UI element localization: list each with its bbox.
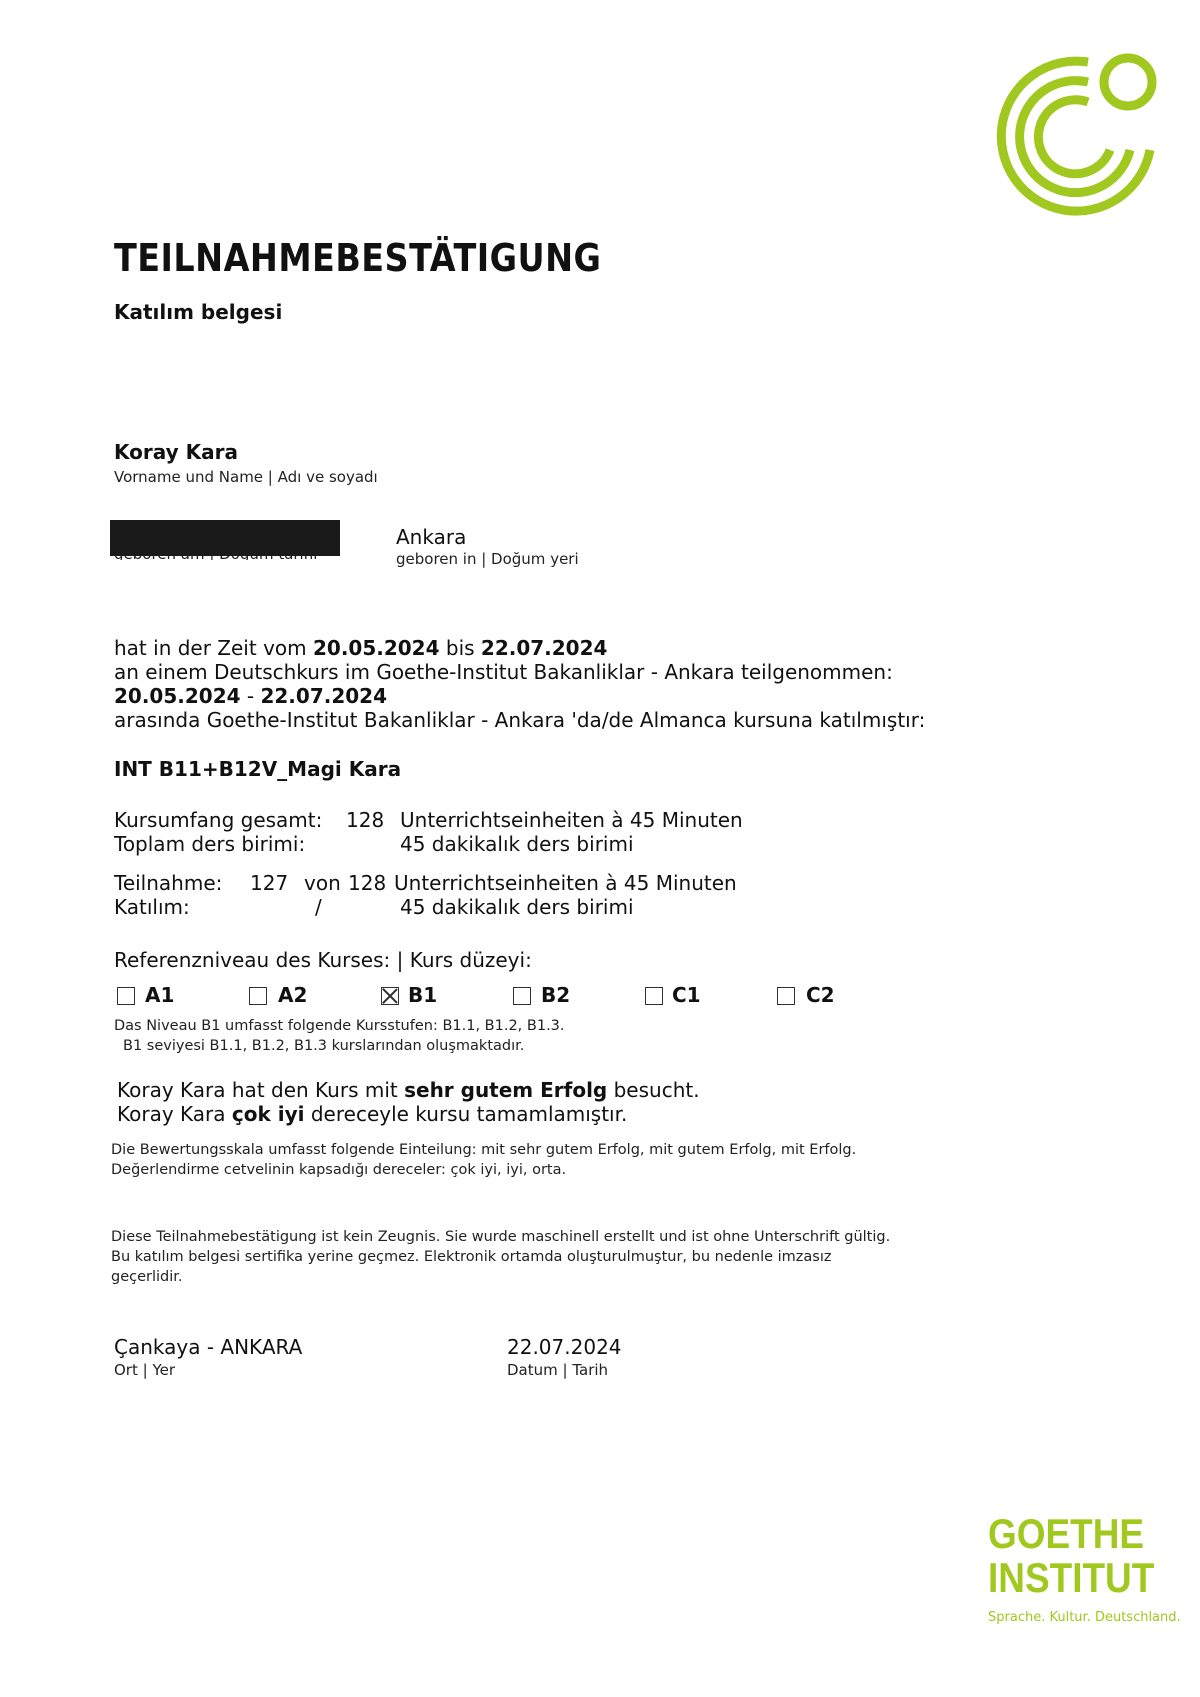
issue-place: Çankaya - ANKARA xyxy=(114,1335,303,1359)
issue-date-label: Datum | Tarih xyxy=(507,1361,609,1379)
attend-von: von xyxy=(304,871,341,895)
checkbox-c2 xyxy=(777,987,795,1005)
attend-label-tr: Katılım: xyxy=(114,895,190,919)
course-name: INT B11+B12V_Magi Kara xyxy=(114,757,402,781)
document-subtitle: Katılım belgesi xyxy=(114,300,283,324)
level-b2-label: B2 xyxy=(541,983,571,1007)
total-unit-de: Unterrichtseinheiten à 45 Minuten xyxy=(400,808,743,832)
attend-unit-tr: 45 dakikalık ders birimi xyxy=(400,895,634,919)
total-label-de: Kursumfang gesamt: xyxy=(114,808,323,832)
result-tr: Koray Kara çok iyi dereceyle kursu tamamlamıştır. xyxy=(117,1102,628,1126)
level-c2-label: C2 xyxy=(806,983,835,1007)
attend-label-de: Teilnahme: xyxy=(114,871,223,895)
birth-place: Ankara xyxy=(396,525,467,549)
level-a2-label: A2 xyxy=(278,983,308,1007)
participant-name: Koray Kara xyxy=(114,440,238,464)
level-label: Referenzniveau des Kurses: | Kurs düzeyi: xyxy=(114,948,532,972)
total-label-tr: Toplam ders birimi: xyxy=(114,832,306,856)
level-note-de: Das Niveau B1 umfasst folgende Kursstufen: B1.1, B1.2, B1.3. xyxy=(114,1018,565,1034)
checkbox-c1 xyxy=(645,987,663,1005)
level-a1-label: A1 xyxy=(145,983,175,1007)
birth-place-label: geboren in | Doğum yeri xyxy=(396,550,579,568)
disclaimer-line-3: geçerlidir. xyxy=(111,1269,183,1285)
name-label: Vorname und Name | Adı ve soyadı xyxy=(114,468,378,486)
attend-total: 128 xyxy=(348,871,387,895)
checkbox-b1-checked xyxy=(381,987,399,1005)
level-c1-label: C1 xyxy=(672,983,701,1007)
period-line-1: hat in der Zeit vom 20.05.2024 bis 22.07.2024 xyxy=(114,636,608,660)
goethe-logo-icon xyxy=(988,52,1158,224)
total-value: 128 xyxy=(346,808,385,832)
attend-unit-de: Unterrichtseinheiten à 45 Minuten xyxy=(394,871,737,895)
checkbox-a2 xyxy=(249,987,267,1005)
goethe-wordmark: GOETHE INSTITUT xyxy=(988,1510,1155,1601)
checkbox-a1 xyxy=(117,987,135,1005)
disclaimer-line-2: Bu katılım belgesi sertifika yerine geçmez. Elektronik ortamda oluşturulmuştur, bu nedenle imzasız xyxy=(111,1249,832,1265)
disclaimer-line-1: Diese Teilnahmebestätigung ist kein Zeugnis. Sie wurde maschinell erstellt und ist ohne Unterschrift gültig. xyxy=(111,1229,891,1245)
total-unit-tr: 45 dakikalık ders birimi xyxy=(400,832,634,856)
period-line-3: 20.05.2024 - 22.07.2024 xyxy=(114,684,387,708)
grading-scale-de: Die Bewertungsskala umfasst folgende Einteilung: mit sehr gutem Erfolg, mit gutem Erfolg, mit Erfolg. xyxy=(111,1142,857,1158)
brand-slogan: Sprache. Kultur. Deutschland. xyxy=(988,1610,1181,1625)
issue-place-label: Ort | Yer xyxy=(114,1361,176,1379)
issue-date: 22.07.2024 xyxy=(507,1335,622,1359)
attend-value: 127 xyxy=(250,871,289,895)
document-title: TEILNAHMEBESTÄTIGUNG xyxy=(114,236,602,280)
level-note-tr: B1 seviyesi B1.1, B1.2, B1.3 kurslarından oluşmaktadır. xyxy=(123,1038,525,1054)
period-line-4: arasında Goethe-Institut Bakanliklar - Ankara 'da/de Almanca kursuna katılmıştır: xyxy=(114,708,926,732)
attend-slash: / xyxy=(315,895,322,919)
checkbox-b2 xyxy=(513,987,531,1005)
redaction-bar xyxy=(110,520,340,556)
grading-scale-tr: Değerlendirme cetvelinin kapsadığı dereceler: çok iyi, iyi, orta. xyxy=(111,1162,567,1178)
level-b1-label: B1 xyxy=(408,983,438,1007)
period-line-2: an einem Deutschkurs im Goethe-Institut Bakanliklar - Ankara teilgenommen: xyxy=(114,660,893,684)
result-de: Koray Kara hat den Kurs mit sehr gutem Erfolg besucht. xyxy=(117,1078,700,1102)
